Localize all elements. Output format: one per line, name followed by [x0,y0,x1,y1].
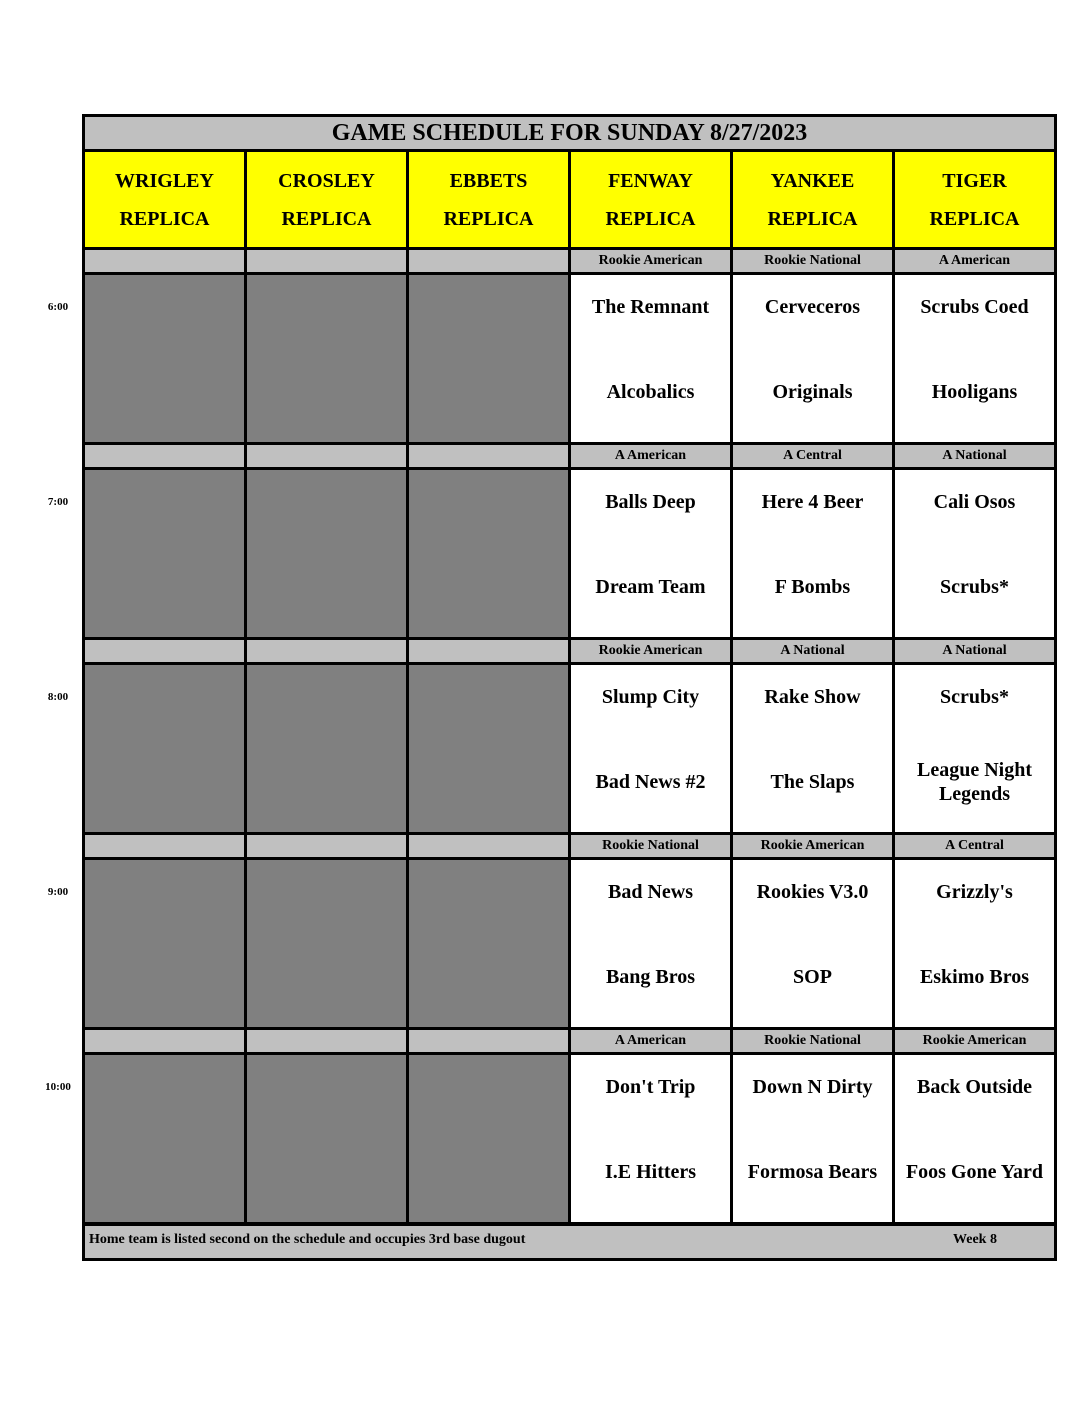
home-team: F Bombs [774,576,851,598]
unused-field-cell [85,665,244,832]
field-header-fenway [571,152,730,247]
field-subname: REPLICA [929,207,1020,230]
unused-field-cell [247,860,406,1027]
schedule-sheet [82,114,1057,1261]
game-cell [571,860,730,1027]
unused-field-cell [409,470,568,637]
page-title: GAME SCHEDULE FOR SUNDAY 8/27/2023 [85,117,1054,149]
home-team: Scrubs* [940,576,1009,598]
unused-field-cell [247,275,406,442]
game-cell [733,275,892,442]
field-name: EBBETS [449,169,528,192]
field-header-wrigley [85,152,244,247]
home-team: Bad News #2 [595,771,706,793]
field-name: FENWAY [608,169,693,192]
division-label: Rookie American [733,835,892,857]
division-label: A National [895,640,1054,662]
away-team: The Remnant [591,296,710,318]
game-cell [571,1055,730,1222]
game-cell [895,275,1054,442]
division-label: A American [895,250,1054,272]
game-cell [571,275,730,442]
away-team: Scrubs Coed [920,296,1029,318]
division-label [85,445,244,467]
field-name: CROSLEY [278,169,375,192]
division-label [85,640,244,662]
field-header-tiger [895,152,1054,247]
unused-field-cell [85,470,244,637]
game-cell [733,470,892,637]
home-team: SOP [793,966,832,988]
field-subname: REPLICA [767,207,858,230]
away-team: Scrubs* [940,686,1009,708]
away-team: Bad News [607,881,693,903]
home-team: Dream Team [595,576,706,598]
home-team: The Slaps [770,771,855,793]
field-subname: REPLICA [281,207,372,230]
unused-field-cell [409,1055,568,1222]
home-team: League Night Legends [917,759,1032,805]
division-label: A Central [895,835,1054,857]
away-team: Balls Deep [605,491,696,513]
unused-field-cell [85,860,244,1027]
away-team: Rookies V3.0 [756,881,869,903]
field-name: WRIGLEY [115,169,214,192]
week-label: Week 8 [953,1232,997,1247]
game-cell [895,1055,1054,1222]
division-label: A American [571,1030,730,1052]
division-label [409,250,568,272]
unused-field-cell [409,275,568,442]
division-label [247,640,406,662]
division-label: A American [571,445,730,467]
time-label: 6:00 [47,301,69,313]
division-label [409,445,568,467]
game-cell [733,1055,892,1222]
division-label [247,1030,406,1052]
unused-field-cell [409,860,568,1027]
unused-field-cell [85,1055,244,1222]
game-cell [733,665,892,832]
time-label: 9:00 [47,886,69,898]
home-team: Foos Gone Yard [905,1161,1044,1183]
away-team: Back Outside [916,1076,1033,1098]
unused-field-cell [409,665,568,832]
division-label [247,445,406,467]
home-team: Alcobalics [606,381,695,403]
field-name: YANKEE [770,169,855,192]
division-label: Rookie National [571,835,730,857]
away-team: Down N Dirty [752,1076,873,1098]
home-team: I.E Hitters [604,1161,697,1183]
division-label: Rookie American [571,250,730,272]
away-team: Grizzly's [936,881,1013,903]
unused-field-cell [247,470,406,637]
division-label: Rookie National [733,250,892,272]
field-subname: REPLICA [119,207,210,230]
field-header-crosley [247,152,406,247]
division-label [85,250,244,272]
home-team: Originals [772,381,853,403]
division-label [409,835,568,857]
field-name: TIGER [942,169,1007,192]
footer-bar [85,1226,1054,1258]
division-label [85,1030,244,1052]
game-cell [895,665,1054,832]
away-team: Here 4 Beer [761,491,864,513]
away-team: Rake Show [764,686,861,708]
field-header-yankee [733,152,892,247]
away-team: Cali Osos [933,491,1016,513]
home-team: Bang Bros [605,966,696,988]
footer-note: Home team is listed second on the schedule and occupies 3rd base dugout [89,1232,526,1247]
division-label: A Central [733,445,892,467]
away-team: Don't Trip [605,1076,696,1098]
division-label [247,835,406,857]
home-team: Formosa Bears [747,1161,878,1183]
division-label [85,835,244,857]
home-team: Eskimo Bros [919,966,1030,988]
unused-field-cell [247,665,406,832]
division-label [247,250,406,272]
division-label [409,640,568,662]
division-label: Rookie American [571,640,730,662]
unused-field-cell [247,1055,406,1222]
home-team: Hooligans [931,381,1018,403]
division-label: Rookie American [895,1030,1054,1052]
game-cell [733,860,892,1027]
unused-field-cell [85,275,244,442]
time-label: 10:00 [45,1081,71,1093]
game-cell [571,665,730,832]
field-header-ebbets [409,152,568,247]
division-label: A National [733,640,892,662]
time-label: 7:00 [47,496,69,508]
game-cell [895,470,1054,637]
division-label [409,1030,568,1052]
game-cell [895,860,1054,1027]
division-label: A National [895,445,1054,467]
game-cell [571,470,730,637]
field-subname: REPLICA [443,207,534,230]
away-team: Slump City [601,686,700,708]
field-subname: REPLICA [605,207,696,230]
time-label: 8:00 [47,691,69,703]
away-team: Cerveceros [764,296,861,318]
division-label: Rookie National [733,1030,892,1052]
